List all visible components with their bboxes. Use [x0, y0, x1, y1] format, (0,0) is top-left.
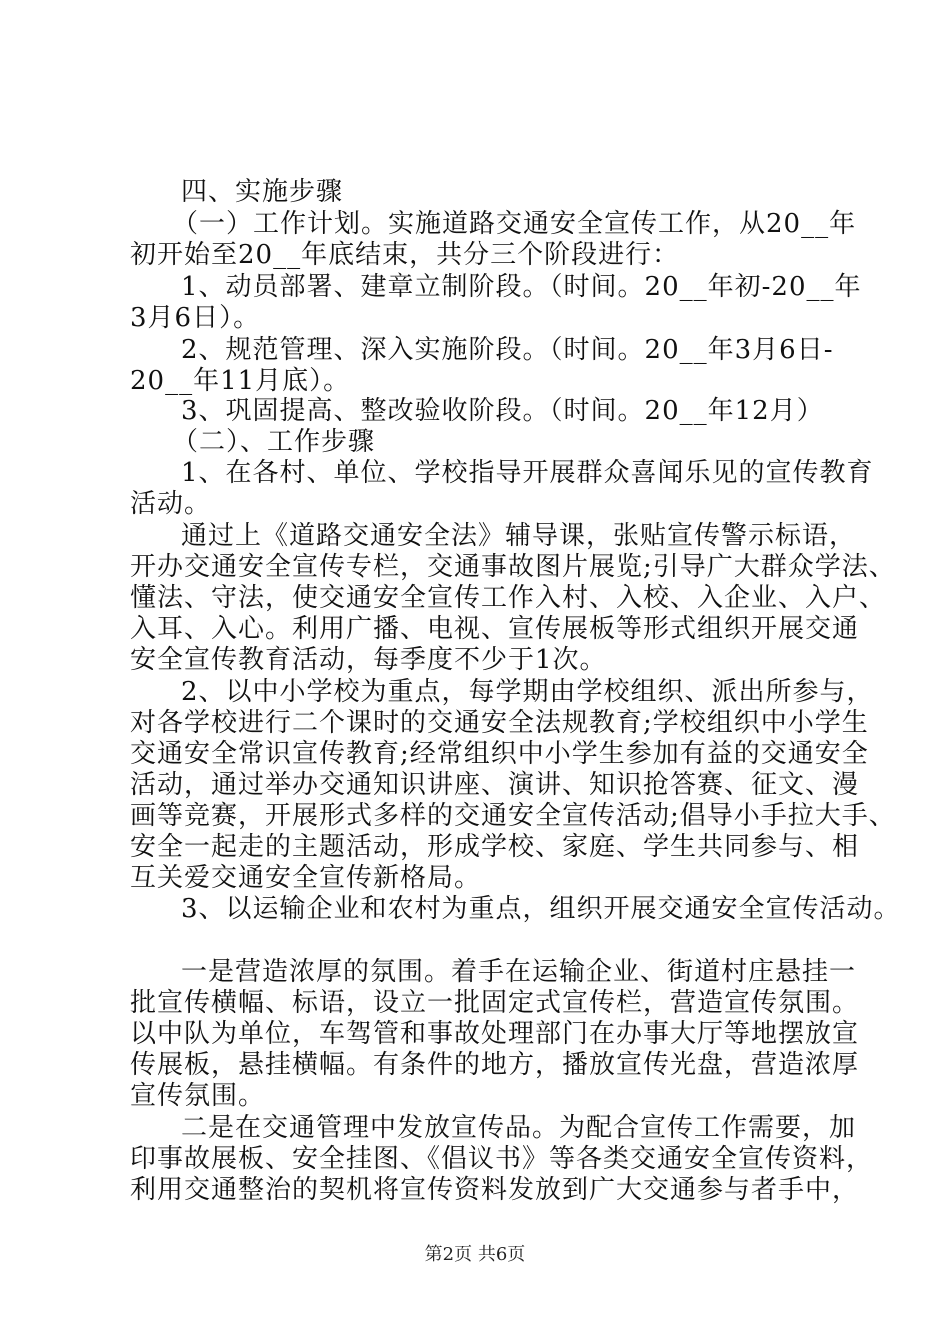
paragraph-line: 对各学校进行二个课时的交通安全法规教育;学校组织中小学生 — [130, 708, 869, 738]
paragraph-line: 入耳、入心。利用广播、电视、宣传展板等形式组织开展交通 — [130, 614, 860, 644]
section-heading: （二）、工作步骤 — [172, 427, 376, 457]
paragraph-line: 2、以中小学校为重点，每学期由学校组织、派出所参与， — [181, 677, 874, 707]
paragraph-line: 通过上《道路交通安全法》辅导课，张贴宣传警示标语， — [181, 521, 857, 551]
paragraph-line: 开办交通安全宣传专栏，交通事故图片展览;引导广大群众学法、 — [130, 552, 896, 582]
paragraph-line: 1、动员部署、建章立制阶段。（时间。20__年初-20__年 — [181, 272, 862, 302]
paragraph-line: 利用交通整治的契机将宣传资料发放到广大交通参与者手中， — [130, 1175, 860, 1205]
paragraph-line: 画等竞赛，开展形式多样的交通安全宣传活动;倡导小手拉大手、 — [130, 801, 896, 831]
paragraph-line: 2、规范管理、深入实施阶段。（时间。20__年3月6日- — [181, 335, 834, 365]
paragraph-line: 活动。 — [130, 489, 212, 519]
paragraph-line: 初开始至20__年底结束，共分三个阶段进行： — [130, 240, 680, 270]
paragraph-line: 3、以运输企业和农村为重点，组织开展交通安全宣传活动。 — [181, 894, 901, 924]
paragraph-line: 以中队为单位，车驾管和事故处理部门在办事大厅等地摆放宣 — [130, 1019, 860, 1049]
paragraph-line: 安全一起走的主题活动，形成学校、家庭、学生共同参与、相 — [130, 832, 860, 862]
page-number-footer: 第2页 共6页 — [424, 1244, 526, 1265]
paragraph-line: 懂法、守法，使交通安全宣传工作入村、入校、入企业、入户、 — [130, 583, 887, 613]
paragraph-line: （一）工作计划。实施道路交通安全宣传工作，从20__年 — [172, 209, 857, 239]
paragraph-line: 传展板，悬挂横幅。有条件的地方，播放宣传光盘，营造浓厚 — [130, 1050, 860, 1080]
paragraph-line: 20__年11月底）。 — [130, 366, 351, 396]
paragraph-line: 3月6日）。 — [130, 303, 261, 333]
section-heading: 四、实施步骤 — [181, 177, 344, 207]
paragraph-line: 活动，通过举办交通知识讲座、演讲、知识抢答赛、征文、漫 — [130, 770, 860, 800]
paragraph-line: 一是营造浓厚的氛围。着手在运输企业、街道村庄悬挂一 — [181, 957, 857, 987]
paragraph-line: 交通安全常识宣传教育;经常组织中小学生参加有益的交通安全 — [130, 739, 869, 769]
paragraph-line: 1、在各村、单位、学校指导开展群众喜闻乐见的宣传教育 — [181, 458, 874, 488]
paragraph-line: 二是在交通管理中发放宣传品。为配合宣传工作需要，加 — [181, 1113, 857, 1143]
paragraph-line: 宣传氛围。 — [130, 1081, 266, 1111]
paragraph-line: 安全宣传教育活动，每季度不少于1次。 — [130, 645, 607, 675]
paragraph-line: 批宣传横幅、标语，设立一批固定式宣传栏，营造宣传氛围。 — [130, 988, 860, 1018]
paragraph-line: 3、巩固提高、整改验收阶段。（时间。20__年12月） — [181, 396, 824, 426]
paragraph-line: 印事故展板、安全挂图、《倡议书》等各类交通安全宣传资料， — [130, 1144, 874, 1174]
paragraph-line: 互关爱交通安全宣传新格局。 — [130, 863, 482, 893]
